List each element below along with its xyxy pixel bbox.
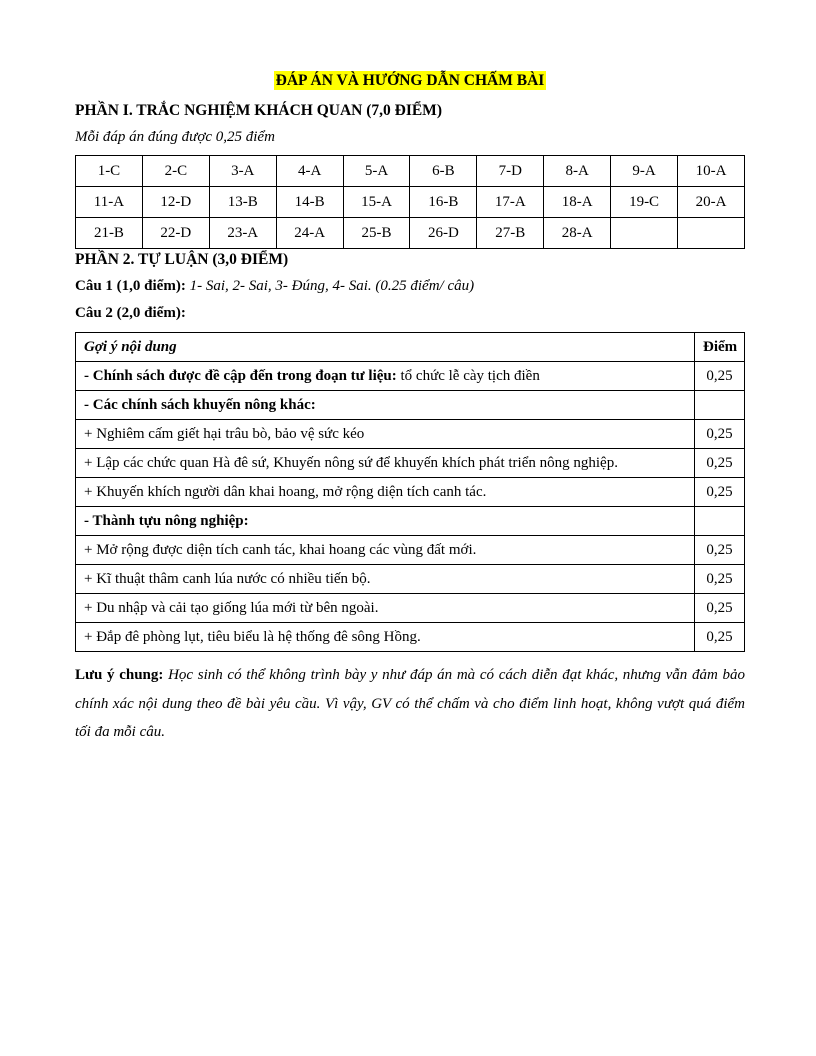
answer-cell: 23-A — [209, 218, 276, 249]
table-row — [76, 420, 745, 449]
table-row — [76, 449, 745, 478]
general-note-label: Lưu ý chung: — [75, 667, 164, 683]
answer-cell: 24-A — [276, 218, 343, 249]
question2-line — [75, 305, 745, 322]
answer-key-table — [75, 155, 745, 249]
page-title — [75, 72, 745, 90]
general-note-text: Học sinh có thể không trình bày y như đáp án mà có cách diễn đạt khác, nhưng vẫn đảm bảo chính xác nội dung theo đề bài yêu cầu. Vì vậy, GV có thể chấm và cho điểm linh hoạt, không vượt quá điểm tối đa mỗi câu. — [75, 667, 745, 740]
rubric-score-cell: 0,25 — [695, 449, 745, 478]
answer-cell: 15-A — [343, 187, 410, 218]
rubric-text: + Lập các chức quan Hà đê sứ, Khuyến nông sứ để khuyến khích phát triển nông nghiệp. — [84, 454, 618, 471]
part2-heading: PHẦN 2. TỰ LUẬN (3,0 ĐIỂM) — [75, 251, 289, 268]
rubric-score-cell: 0,25 — [695, 478, 745, 507]
answer-cell: 22-D — [142, 218, 209, 249]
table-row — [76, 565, 745, 594]
table-row — [76, 391, 745, 420]
table-row — [76, 478, 745, 507]
part1-heading: PHẦN I. TRẮC NGHIỆM KHÁCH QUAN (7,0 ĐIỂM) — [75, 102, 442, 119]
highlighted-title-text: ĐÁP ÁN VÀ HƯỚNG DẪN CHẤM BÀI — [275, 72, 545, 89]
answer-cell — [611, 218, 678, 249]
answer-cell: 21-B — [76, 218, 143, 249]
rubric-text: + Mở rộng được diện tích canh tác, khai hoang các vùng đất mới. — [84, 541, 477, 558]
part1-note: Mỗi đáp án đúng được 0,25 điểm — [75, 129, 275, 145]
rubric-score-cell: 0,25 — [695, 594, 745, 623]
answer-cell: 26-D — [410, 218, 477, 249]
rubric-content-cell — [76, 391, 695, 420]
answer-cell: 16-B — [410, 187, 477, 218]
question1-line — [75, 278, 745, 295]
answer-cell: 13-B — [209, 187, 276, 218]
answer-cell: 9-A — [611, 156, 678, 187]
answer-cell: 8-A — [544, 156, 611, 187]
answer-cell: 18-A — [544, 187, 611, 218]
answer-cell: 10-A — [678, 156, 745, 187]
rubric-content-cell — [76, 536, 695, 565]
rubric-text: + Du nhập và cải tạo giống lúa mới từ bên ngoài. — [84, 599, 379, 616]
table-row — [76, 507, 745, 536]
rubric-content-cell — [76, 478, 695, 507]
question2-label: Câu 2 (2,0 điểm): — [75, 305, 186, 321]
general-note-paragraph — [75, 661, 745, 747]
answer-cell: 1-C — [76, 156, 143, 187]
rubric-content-cell — [76, 362, 695, 391]
header-score-cell: Điểm — [695, 333, 745, 362]
rubric-text: + Đắp đê phòng lụt, tiêu biểu là hệ thống đê sông Hồng. — [84, 628, 421, 645]
answer-cell: 4-A — [276, 156, 343, 187]
rubric-content-cell — [76, 594, 695, 623]
answer-cell: 6-B — [410, 156, 477, 187]
answer-cell: 25-B — [343, 218, 410, 249]
rubric-score-cell: 0,25 — [695, 565, 745, 594]
answer-cell: 11-A — [76, 187, 143, 218]
rubric-content-cell — [76, 623, 695, 652]
rubric-bold-text: - Các chính sách khuyến nông khác: — [84, 396, 316, 413]
essay-rubric-table — [75, 332, 745, 652]
table-row — [76, 623, 745, 652]
rubric-content-cell — [76, 420, 695, 449]
answer-cell: 27-B — [477, 218, 544, 249]
table-row — [76, 218, 745, 249]
rubric-score-cell — [695, 391, 745, 420]
answer-cell: 20-A — [678, 187, 745, 218]
rubric-text: tổ chức lễ cày tịch điền — [396, 367, 540, 384]
answer-cell: 19-C — [611, 187, 678, 218]
rubric-score-cell: 0,25 — [695, 536, 745, 565]
answer-cell: 7-D — [477, 156, 544, 187]
rubric-content-cell — [76, 449, 695, 478]
question1-answer-text: 1- Sai, 2- Sai, 3- Đúng, 4- Sai. (0.25 điểm/ câu) — [185, 278, 475, 294]
rubric-score-cell: 0,25 — [695, 420, 745, 449]
rubric-bold-text: - Chính sách được đề cập đến trong đoạn tư liệu: — [84, 367, 397, 384]
answer-cell — [678, 218, 745, 249]
table-header-row — [76, 333, 745, 362]
answer-cell: 28-A — [544, 218, 611, 249]
table-row — [76, 594, 745, 623]
answer-cell: 2-C — [142, 156, 209, 187]
rubric-text: + Nghiêm cấm giết hại trâu bò, bảo vệ sức kéo — [84, 425, 365, 442]
rubric-text: + Kĩ thuật thâm canh lúa nước có nhiều tiến bộ. — [84, 570, 371, 587]
rubric-score-cell: 0,25 — [695, 362, 745, 391]
header-content-cell: Gợi ý nội dung — [76, 333, 695, 362]
table-row — [76, 187, 745, 218]
rubric-content-cell — [76, 565, 695, 594]
answer-cell: 3-A — [209, 156, 276, 187]
rubric-text: + Khuyến khích người dân khai hoang, mở rộng diện tích canh tác. — [84, 483, 487, 500]
rubric-content-cell — [76, 507, 695, 536]
answer-cell: 12-D — [142, 187, 209, 218]
answer-cell: 5-A — [343, 156, 410, 187]
table-row — [76, 362, 745, 391]
rubric-score-cell: 0,25 — [695, 623, 745, 652]
rubric-bold-text: - Thành tựu nông nghiệp: — [84, 512, 249, 529]
rubric-score-cell — [695, 507, 745, 536]
table-row — [76, 536, 745, 565]
table-row — [76, 156, 745, 187]
question1-label: Câu 1 (1,0 điểm): — [75, 278, 186, 294]
answer-cell: 17-A — [477, 187, 544, 218]
answer-cell: 14-B — [276, 187, 343, 218]
